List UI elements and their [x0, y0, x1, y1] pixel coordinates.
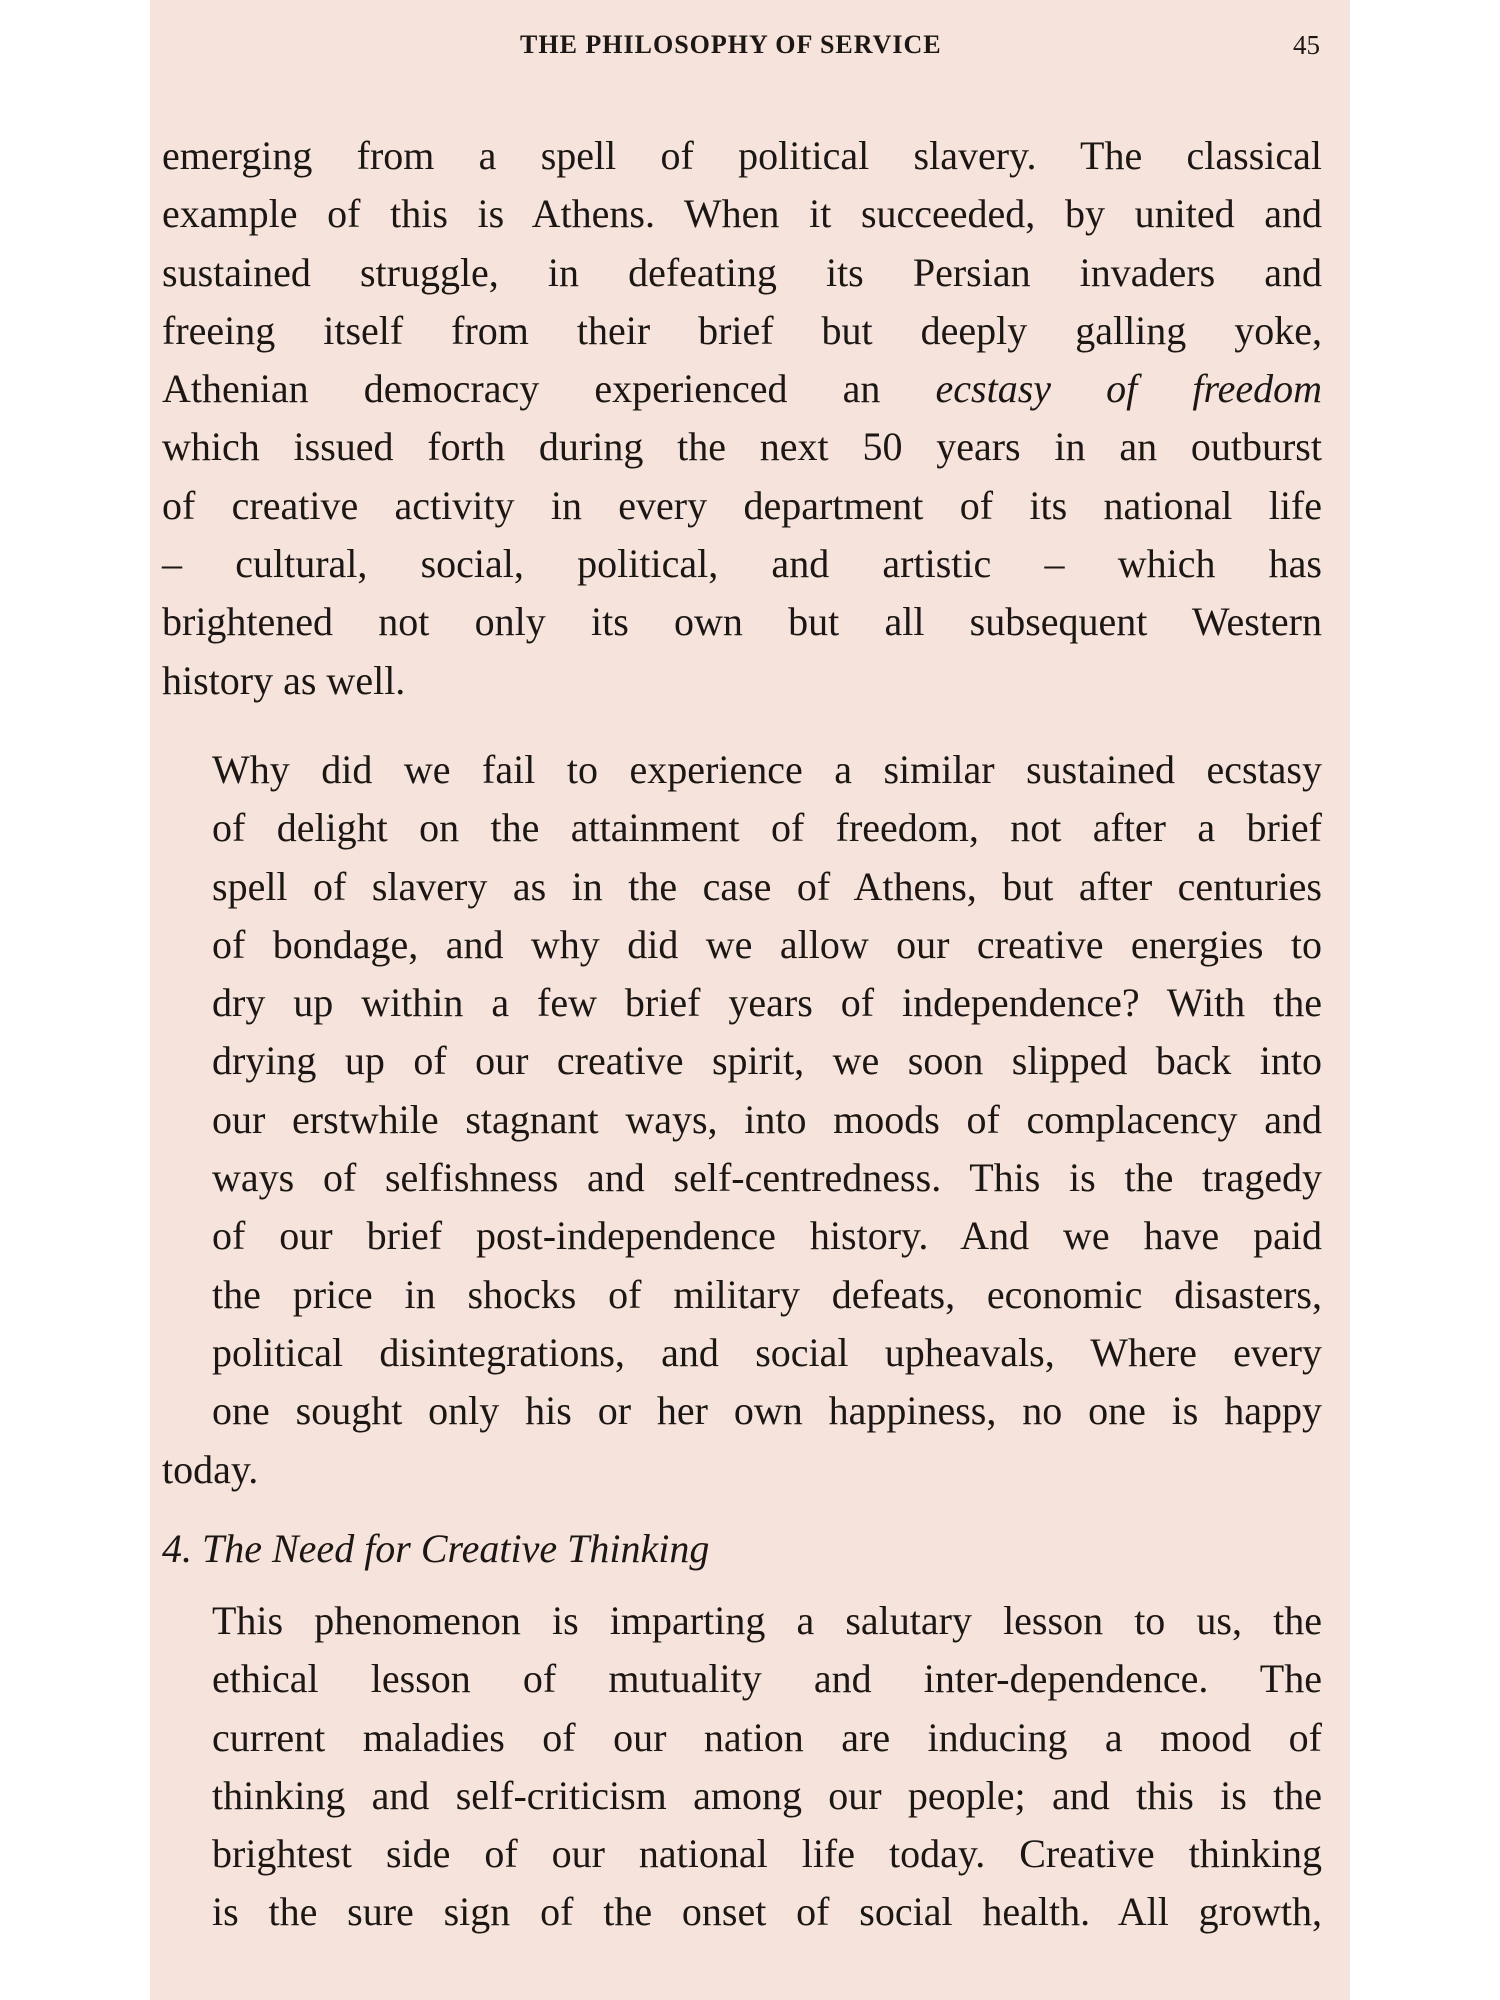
text-line: freeing itself from their brief but deeply galling yoke, — [162, 307, 1322, 353]
text-line: is the sure sign of the onset of social health. All growth, — [212, 1889, 1322, 1935]
text-line: brightest side of our national life today. Creative thinking — [212, 1831, 1322, 1877]
page-number: 45 — [1293, 30, 1320, 60]
text-line: of bondage, and why did we allow our creative energies to — [212, 921, 1322, 967]
text-line: of our brief post-independence history. And we have paid — [212, 1213, 1322, 1259]
text-line: today. — [162, 1447, 259, 1492]
text-line: drying up of our creative spirit, we soon slipped back into — [212, 1038, 1322, 1084]
text-line: one sought only his or her own happiness, no one is happy — [212, 1388, 1322, 1434]
text-line: – cultural, social, political, and artistic – which has — [162, 541, 1322, 587]
running-title: THE PHILOSOPHY OF SERVICE — [520, 30, 942, 59]
text-line: brightened not only its own but all subsequent Western — [162, 599, 1322, 645]
text-line: spell of slavery as in the case of Athens, but after centuries — [212, 863, 1322, 909]
text-line — [162, 360, 1322, 418]
text-line: sustained struggle, in defeating its Persian invaders and — [162, 249, 1322, 295]
text-line: ethical lesson of mutuality and inter-dependence. The — [212, 1656, 1322, 1702]
book-page — [150, 0, 1350, 2000]
text-line: which issued forth during the next 50 years in an outburst — [162, 424, 1322, 470]
paragraph-2 — [162, 741, 1322, 1441]
text-line: This phenomenon is imparting a salutary lesson to us, the — [212, 1598, 1322, 1643]
text-line: dry up within a few brief years of independence? With the — [212, 980, 1322, 1026]
text-line: Why did we fail to experience a similar sustained ecstasy — [212, 747, 1322, 792]
text-line: thinking and self-criticism among our people; and this is the — [212, 1772, 1322, 1818]
paragraph-1-last-line — [162, 652, 1322, 710]
text-segment: Athenian democracy experienced an — [162, 366, 936, 412]
paragraph-3 — [162, 1592, 1322, 1942]
paragraph-1 — [162, 127, 1322, 652]
text-line: emerging from a spell of political slavery. The classical — [162, 133, 1322, 178]
emphasized-phrase: ecstasy of freedom — [935, 366, 1322, 412]
section-heading: 4. The Need for Creative Thinking — [162, 1526, 710, 1571]
text-line: example of this is Athens. When it succeeded, by united and — [162, 191, 1322, 237]
text-line: the price in shocks of military defeats, economic disasters, — [212, 1271, 1322, 1317]
text-line: current maladies of our nation are inducing a mood of — [212, 1714, 1322, 1760]
text-line: ways of selfishness and self-centredness. This is the tragedy — [212, 1155, 1322, 1201]
text-line: our erstwhile stagnant ways, into moods of complacency and — [212, 1096, 1322, 1142]
text-line: political disintegrations, and social upheavals, Where every — [212, 1329, 1322, 1375]
paragraph-2-last-line — [162, 1441, 1322, 1499]
text-line: history as well. — [162, 658, 406, 703]
text-line: of creative activity in every department of its national life — [162, 482, 1322, 528]
text-line: of delight on the attainment of freedom, not after a brief — [212, 805, 1322, 851]
